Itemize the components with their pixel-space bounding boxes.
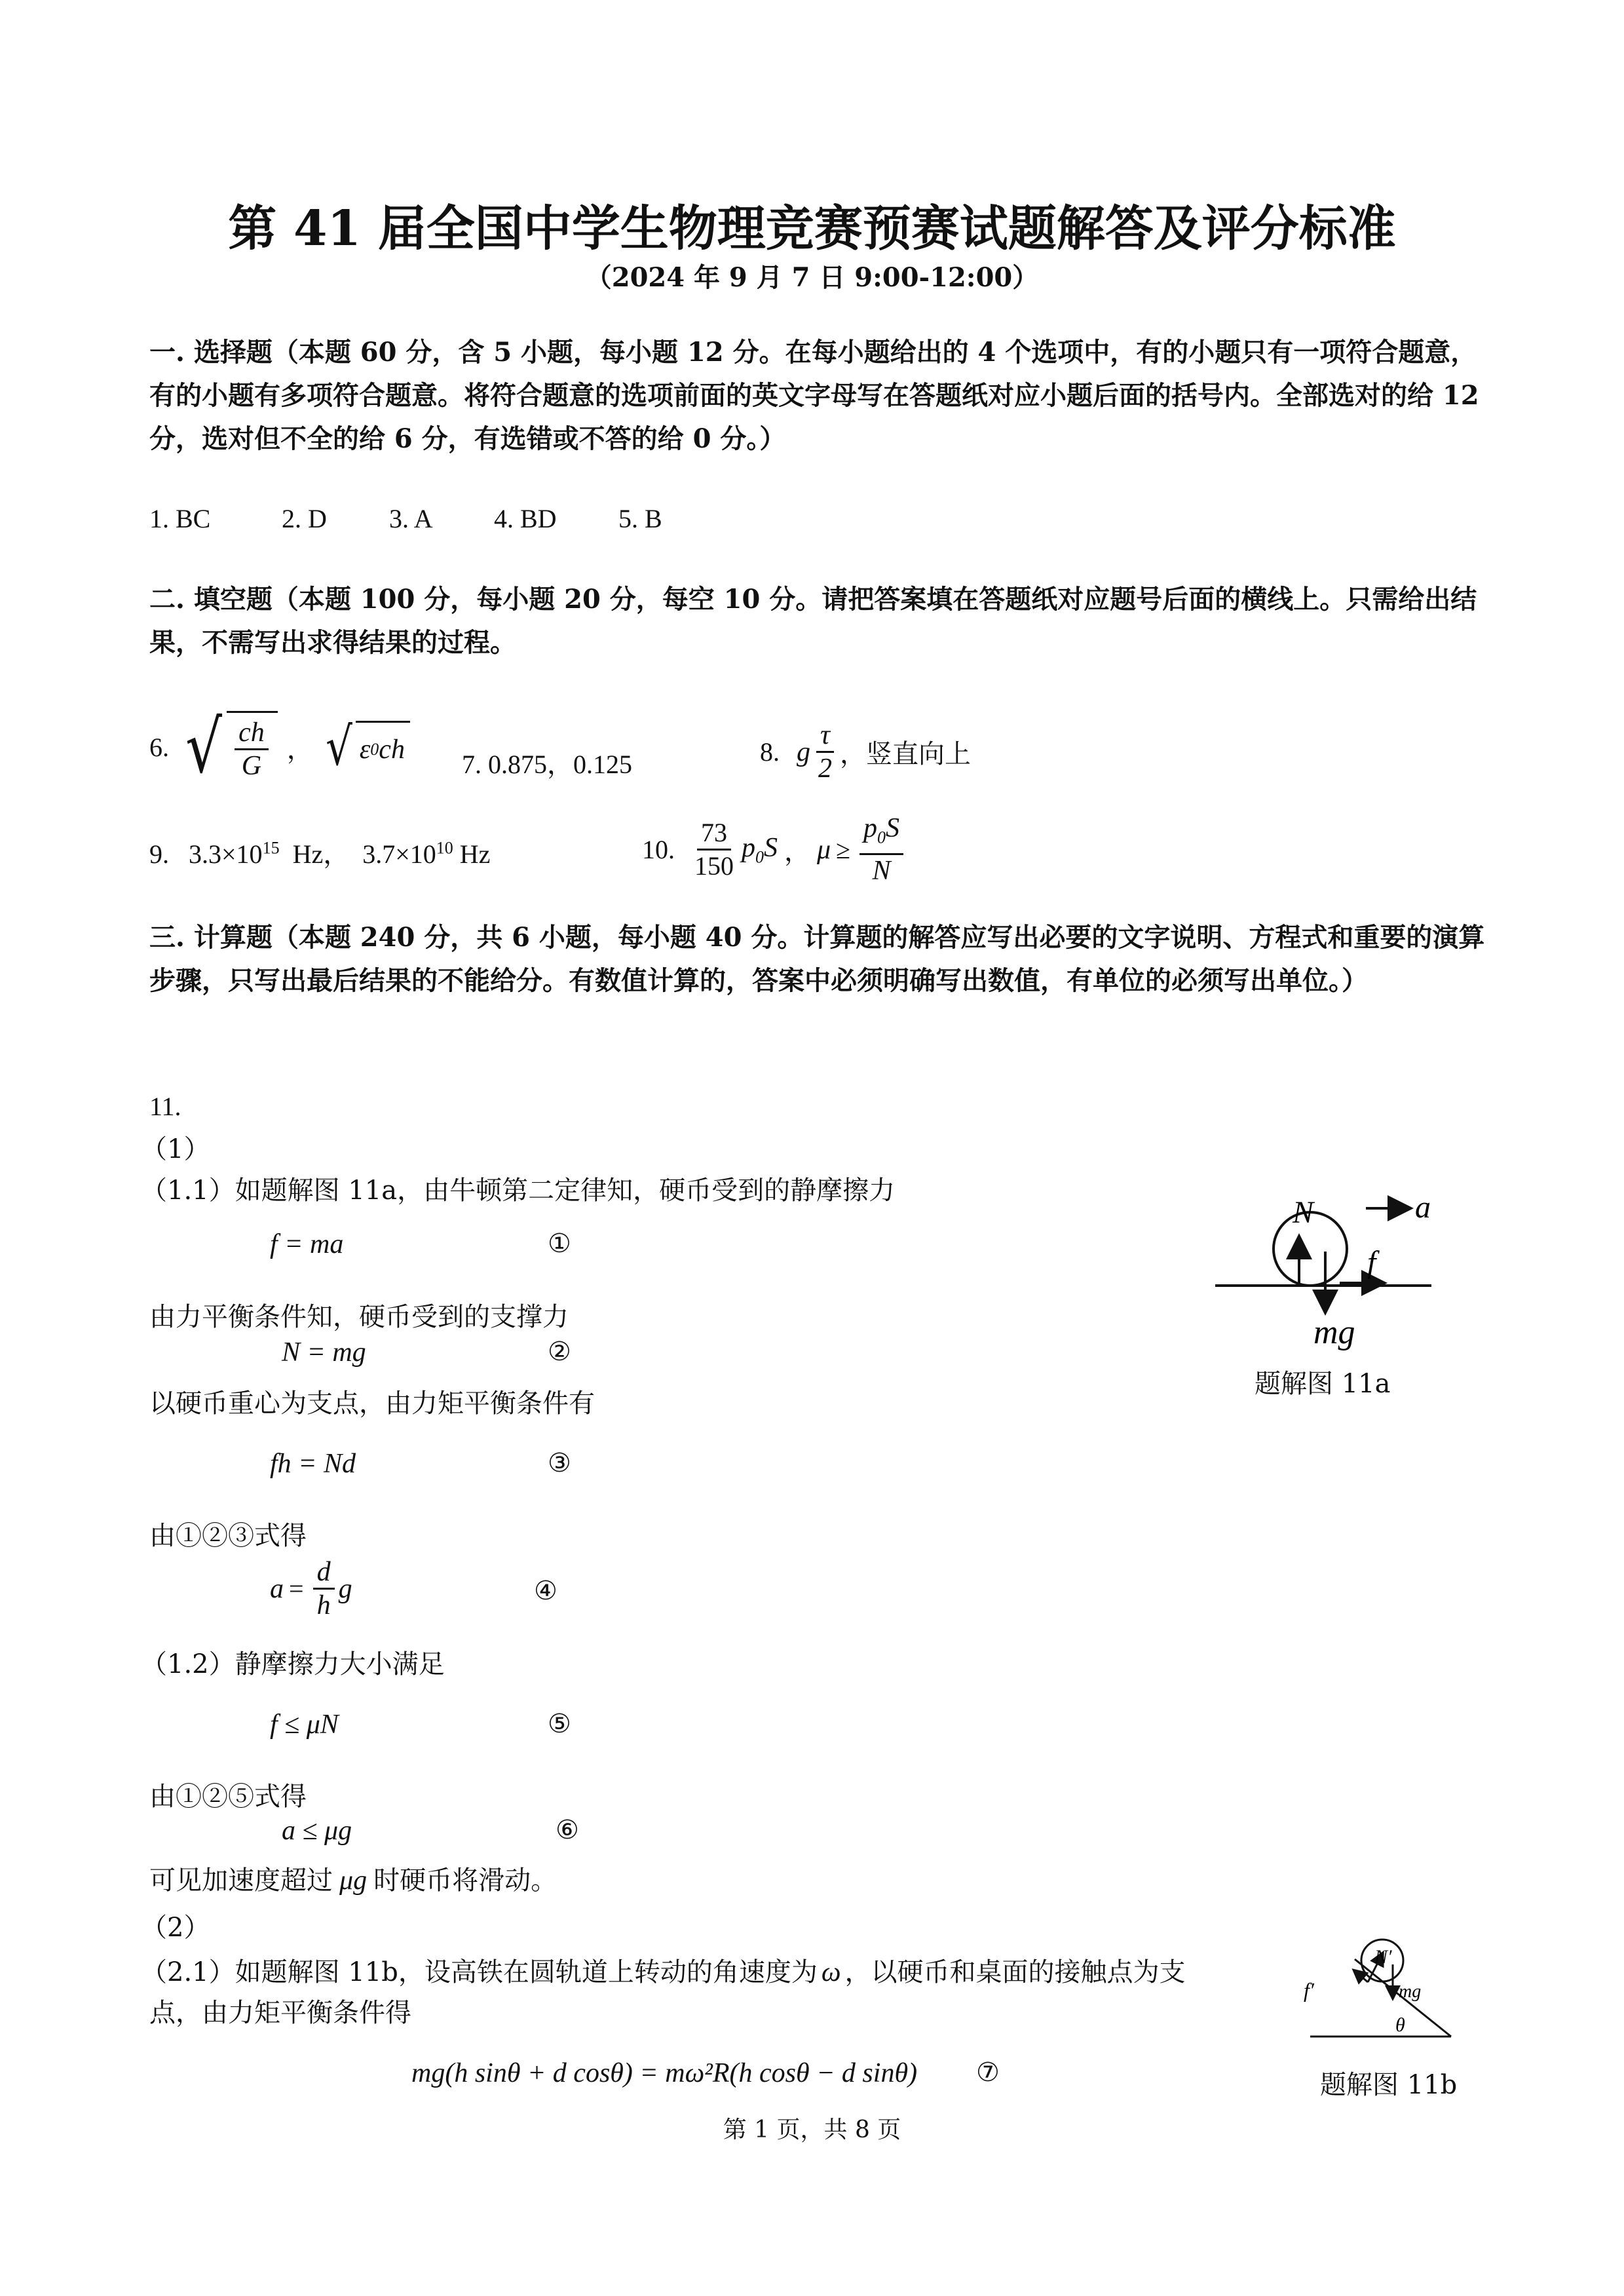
label-theta: θ (1395, 2014, 1405, 2036)
answer-9: 9. $3.3\times 10^{15}$ Hz， $3.7\times 10^{10}$ Hz (149, 838, 491, 869)
answer-4: 4. BD (494, 504, 557, 533)
equation-5: f ≤ μN (270, 1710, 339, 1740)
answer-8: 8. g $\frac{\tau}{2}$ ，竖直向上 (760, 720, 971, 784)
section1-heading: 一. 选择题（本题 60 分，含 5 小题，每小题 12 分。在每小题给出的 4 个选项中，有的小题只有一项符合题意，有的小题有多项符合题意。将符合题意的选项前面的英文字母写在答题纸对应小题后面的括号内。全部选对的给 12 分，选对但不全的给 6 分，有选错或不答的给 0 分。） (149, 337, 1479, 454)
equation-3: fh = Nd (270, 1449, 356, 1479)
text-from-123: 由①②③式得 (149, 1521, 307, 1551)
label-N: N (1293, 1195, 1314, 1230)
equation-4-tag: ④ (534, 1576, 557, 1606)
equation-6: a ≤ μg (282, 1816, 352, 1846)
figure-11b (1304, 1920, 1467, 2071)
equation-1-tag: ① (548, 1229, 571, 1259)
part-1-2-text: （1.2）静摩擦力大小满足 (141, 1649, 445, 1679)
text-normal-force: 由力平衡条件知，硬币受到的支撑力 (149, 1302, 569, 1332)
page-title: 第 41 届全国中学生物理竞赛预赛试题解答及评分标准 (228, 201, 1396, 257)
equation-3-tag: ③ (548, 1448, 571, 1478)
equation-5-tag: ⑤ (548, 1709, 571, 1739)
answer-6: 6. √ $\frac{ch}{G}$ ， √ ε 0 ch (149, 711, 410, 783)
figure-11a (1215, 1193, 1451, 1383)
equation-2: N = mg (282, 1337, 366, 1368)
section2-heading: 二. 填空题（本题 100 分，每小题 20 分，每空 10 分。请把答案填在答题纸对应题号后面的横线上。只需给出结果，不需写出求得结果的过程。 (149, 584, 1477, 658)
sqrt-eps-ch: √ ε 0 ch (322, 721, 410, 773)
section3-heading: 三. 计算题（本题 240 分，共 6 小题，每小题 40 分。计算题的解答应写出必要的文字说明、方程式和重要的演算步骤，只写出最后结果的不能给分。有数值计算的，答案中必须明确写出数值，有单位的必须写出单位。） (149, 922, 1485, 996)
q8-label: 8. (760, 737, 780, 767)
answer-5: 5. B (618, 504, 662, 533)
answer-10: 10. $\frac{73}{150}$ $p_0S$ ， μ ≥ $\frac{p_0S}{N}$ (642, 813, 907, 887)
part-2-1-text-cont: 点，由力矩平衡条件得 (149, 1998, 411, 2028)
part-1-1-text: （1.1）如题解图 11a，由牛顿第二定律知，硬币受到的静摩擦力 (141, 1176, 896, 1206)
part-2-label: （2） (141, 1913, 210, 1943)
page-footer: 第 1 页，共 8 页 (723, 2116, 901, 2143)
text-from-125: 由①②⑤式得 (149, 1782, 307, 1812)
problem-11-number: 11. (149, 1092, 181, 1121)
q8-direction: ，竖直向上 (840, 739, 971, 769)
sqrt-ch-over-g: √ $\frac{ch}{G}$ (181, 711, 278, 783)
q10-label: 10. (642, 835, 675, 865)
exam-date: （2024 年 9 月 7 日 9:00-12:00） (585, 262, 1039, 293)
text-slide-condition: 可见加速度超过 μg 时硬币将滑动。 (149, 1866, 557, 1896)
text-torque: 以硬币重心为支点，由力矩平衡条件有 (149, 1388, 595, 1419)
equation-2-tag: ② (548, 1337, 571, 1367)
answer-2: 2. D (282, 504, 327, 533)
label-mg: mg (1313, 1314, 1355, 1351)
q6-label: 6. (149, 732, 169, 762)
label-a: a (1415, 1193, 1431, 1225)
equation-6-tag: ⑥ (556, 1815, 579, 1845)
label-f-prime: f′ (1304, 1978, 1314, 2002)
part-1-label: （1） (141, 1134, 210, 1164)
answer-1: 1. BC (149, 504, 211, 533)
figure-11a-caption: 题解图 11a (1255, 1369, 1391, 1399)
equation-7: mg(h sinθ + d cosθ) = mω²R(h cosθ − d sinθ) (411, 2058, 918, 2088)
answer-7: 7. 0.875，0.125 (462, 750, 632, 779)
equation-1: f = ma (270, 1229, 344, 1259)
equation-7-tag: ⑦ (976, 2057, 1000, 2088)
part-2-1-text: （2.1）如题解图 11b，设高铁在圆轨道上转动的角速度为 ω ，以硬币和桌面的接触点为支 (141, 1957, 1186, 1987)
answer-3: 3. A (389, 504, 433, 533)
figure-11b-caption: 题解图 11b (1320, 2070, 1458, 2100)
label-mg-b: mg (1399, 1981, 1422, 2002)
equation-4: a = $\frac{d}{h}$ g (270, 1557, 352, 1620)
label-N-prime: N′ (1374, 1946, 1392, 1968)
label-f: f (1367, 1245, 1376, 1280)
